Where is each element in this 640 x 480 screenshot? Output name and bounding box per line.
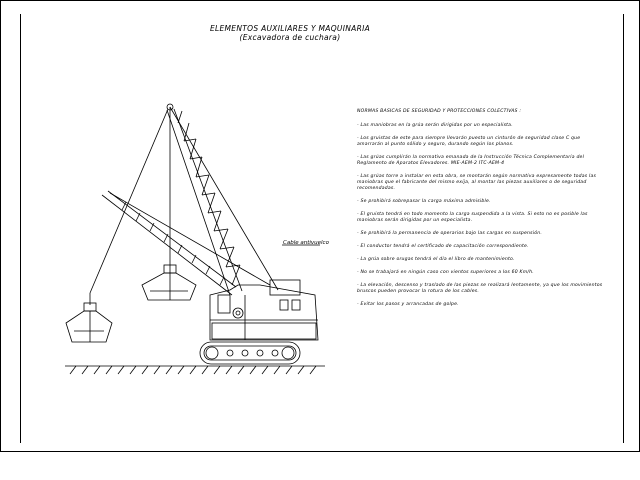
ground-hatch bbox=[65, 366, 325, 374]
notes-list bbox=[357, 123, 607, 308]
note-item: - Evitar los pasos y arrancadas de golpe. bbox=[357, 302, 607, 308]
note-item: - Se prohibirá la permanencia de operarios bajo las cargas en suspensión. bbox=[357, 231, 607, 237]
crawler-track bbox=[200, 342, 300, 364]
cable-label: Cable antivuelco bbox=[283, 240, 329, 246]
note-item: - No se trabajará en ningún caso con vientos superiores a los 60 Km/h. bbox=[357, 270, 607, 276]
note-item: - El gruista tendrá en todo momento la carga suspendida a la vista. Si esto no es posible las maniobras serán dirigidas por un especialista. bbox=[357, 212, 607, 224]
note-item: - Se prohibirá sobrepasar la carga máxima admisible. bbox=[357, 199, 607, 205]
clamshell-bucket-closed bbox=[142, 265, 196, 300]
note-item: - Las grúas torre a instalar en esta obra, se montarán según normativa expresamente todas las maniobras que el fabricante del mismo exija, al montar las piezas auxiliares o de seguridad recomendadas. bbox=[357, 174, 607, 192]
note-item: - La elevación, descenso y traslado de las piezas se realizará lentamente, ya que los movimientos bruscos pueden provocar la rotura de los cables. bbox=[357, 283, 607, 295]
hoist-cables bbox=[90, 107, 320, 293]
note-item: - Los gruistas de este para siempre llevarán puesto un cinturón de seguridad clase C que amarrarán al punto sólido y seguro, durando según los planos. bbox=[357, 136, 607, 148]
title-line-1: ELEMENTOS AUXILIARES Y MAQUINARIA bbox=[209, 24, 371, 33]
note-item: - El conductor tendrá el certificado de capacitación correspondiente. bbox=[357, 244, 607, 250]
note-item: - La grúa sobre orugas tendrá el día el libro de mantenimiento. bbox=[357, 257, 607, 263]
clamshell-bucket-open bbox=[66, 293, 112, 342]
note-item: - Las maniobras en la grúa serán dirigidas por un especialista. bbox=[357, 123, 607, 129]
lattice-boom bbox=[167, 104, 242, 295]
title-line-2: (Excavadora de cuchara) bbox=[239, 33, 341, 42]
machine-body bbox=[210, 280, 318, 340]
safety-notes bbox=[357, 109, 607, 315]
note-item: - Las grúas cumplirán la normativa emanada de la Instrucción Técnica Complementaria del Reglamento de Aparatos Elevadores. MIE-AEM-2 ITC-AEM-4 bbox=[357, 155, 607, 167]
secondary-boom bbox=[102, 191, 236, 295]
notes-heading: NORMAS BASICAS DE SEGURIDAD Y PROTECCIONES COLECTIVAS : bbox=[357, 109, 522, 114]
drawing-title bbox=[200, 24, 380, 42]
